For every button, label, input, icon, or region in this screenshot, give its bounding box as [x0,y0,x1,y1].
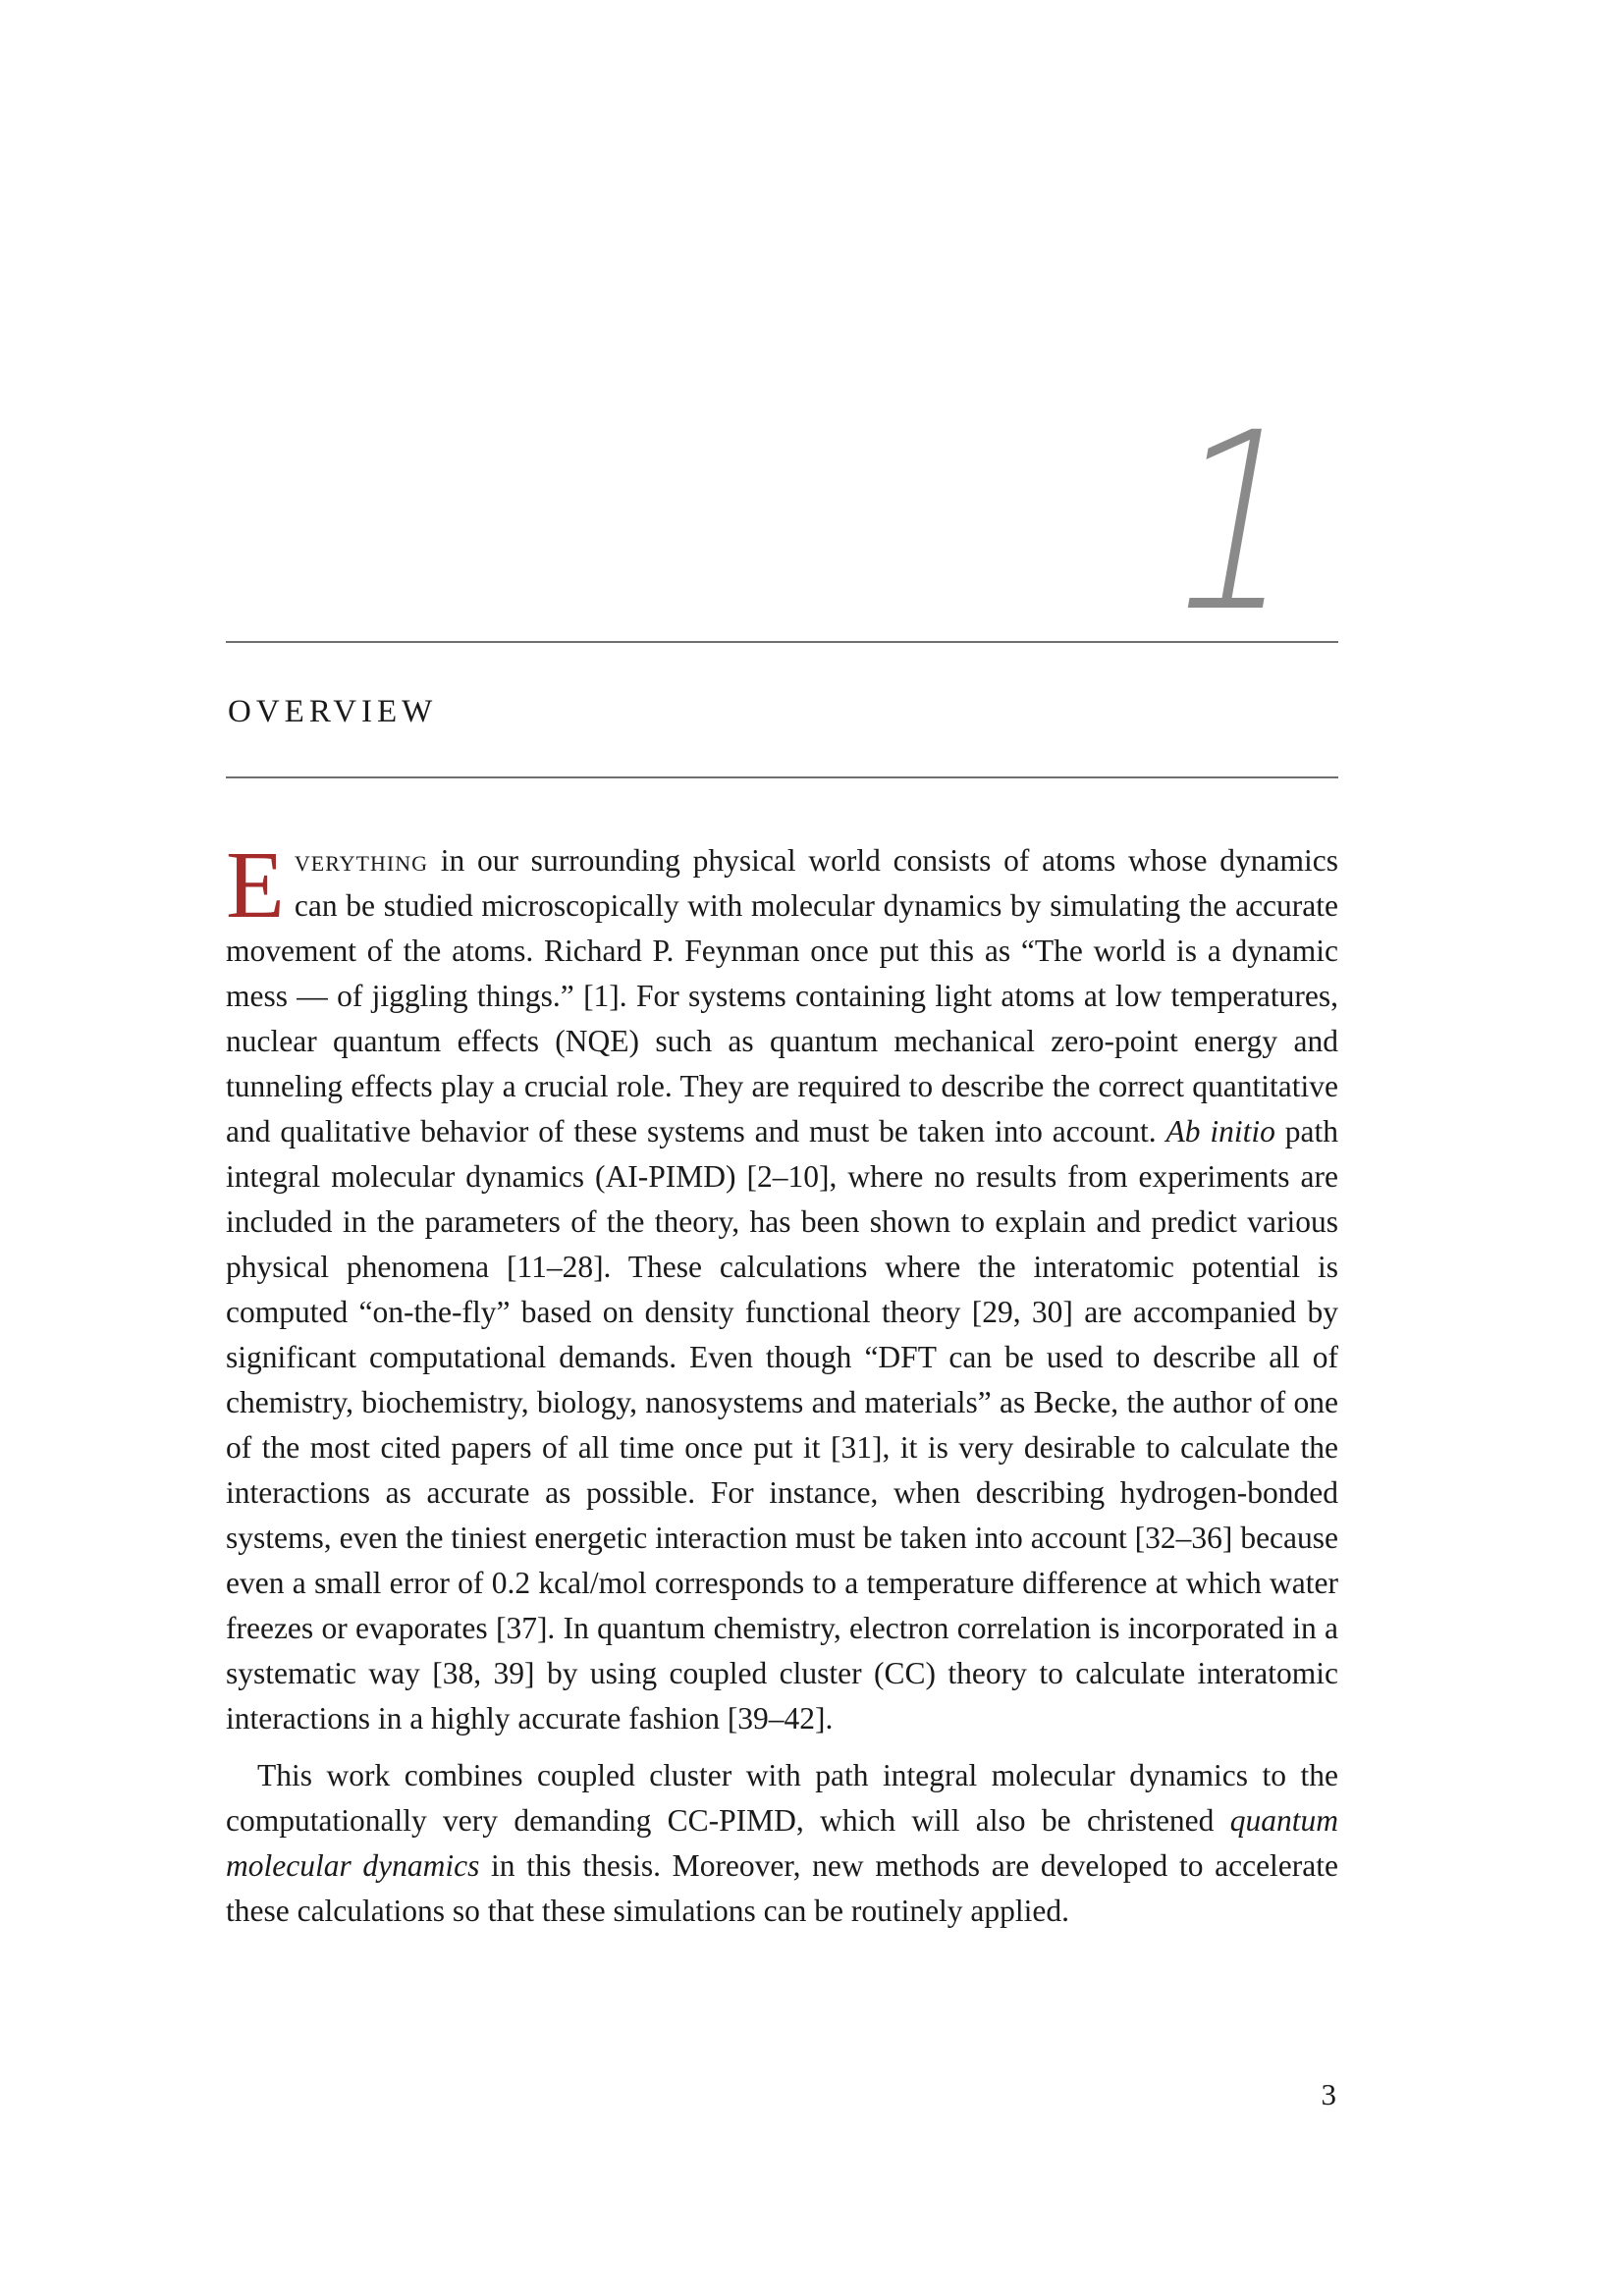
paragraph-1 [226,832,1339,1741]
paragraph-2-text-b: in this thesis. Moreover, new methods are developed to accelerate these calculations so that these simulations can be routinely applied. [226,1848,1338,1928]
chapter-body [226,832,1339,1934]
drop-cap: E [226,832,285,938]
paragraph-2-italic: quantum molecular dynamics [226,1803,1338,1883]
paragraph-2-text-a: This work combines coupled cluster with path integral molecular dynamics to the computationally very demanding CC-PIMD, which will also be christened [226,1758,1338,1838]
chapter-rule-top [226,641,1338,643]
paragraph-1-italic: Ab initio [1165,1114,1275,1148]
chapter-rule-bottom [226,776,1338,778]
paragraph-2 [226,1753,1338,1934]
chapter-title: OVERVIEW [228,694,438,729]
lead-in-smallcaps: verything [294,843,428,878]
paragraph-1-text-b: path integral molecular dynamics (AI-PIMD) [2–10], where no results from experiments are included in the parameters of the theory, has been shown to explain and predict various physical phenomena [11–28]. These calculations where the interatomic potential is computed “on-the-fly” based on density functional theory [29, 30] are accompanied by significant computational demands. Even though “DFT can be used to describe all of chemistry, biochemistry, biology, nanosystems and materials” as Becke, the author of one of the most cited papers of all time once put it [31], it is very desirable to calculate the interactions as accurate as possible. For instance, when describing hydrogen-bonded systems, even the tiniest energetic interaction must be taken into account [32–36] because even a small error of 0.2 kcal/mol corresponds to a temperature difference at which water freezes or evaporates [37]. In quantum chemistry, electron correlation is incorporated in a systematic way [38, 39] by using coupled cluster (CC) theory to calculate interatomic interactions in a highly accurate fashion [39–42]. [226,1114,1339,1735]
chapter-number: 1 [1147,380,1322,666]
paragraph-1-text-a: in our surrounding physical world consists of atoms whose dynamics can be studied microscopically with molecular dynamics by simulating the accurate movement of the atoms. Richard P. Feynman once put this as “The world is a dynamic mess — of jiggling things.” [1]. For systems containing light atoms at low temperatures, nuclear quantum effects (NQE) such as quantum mechanical zero-point energy and tunneling effects play a crucial role. They are required to describe the correct quantitative and qualitative behavior of these systems and must be taken into account. [226,843,1338,1148]
page-number: 3 [1321,2077,1336,2111]
